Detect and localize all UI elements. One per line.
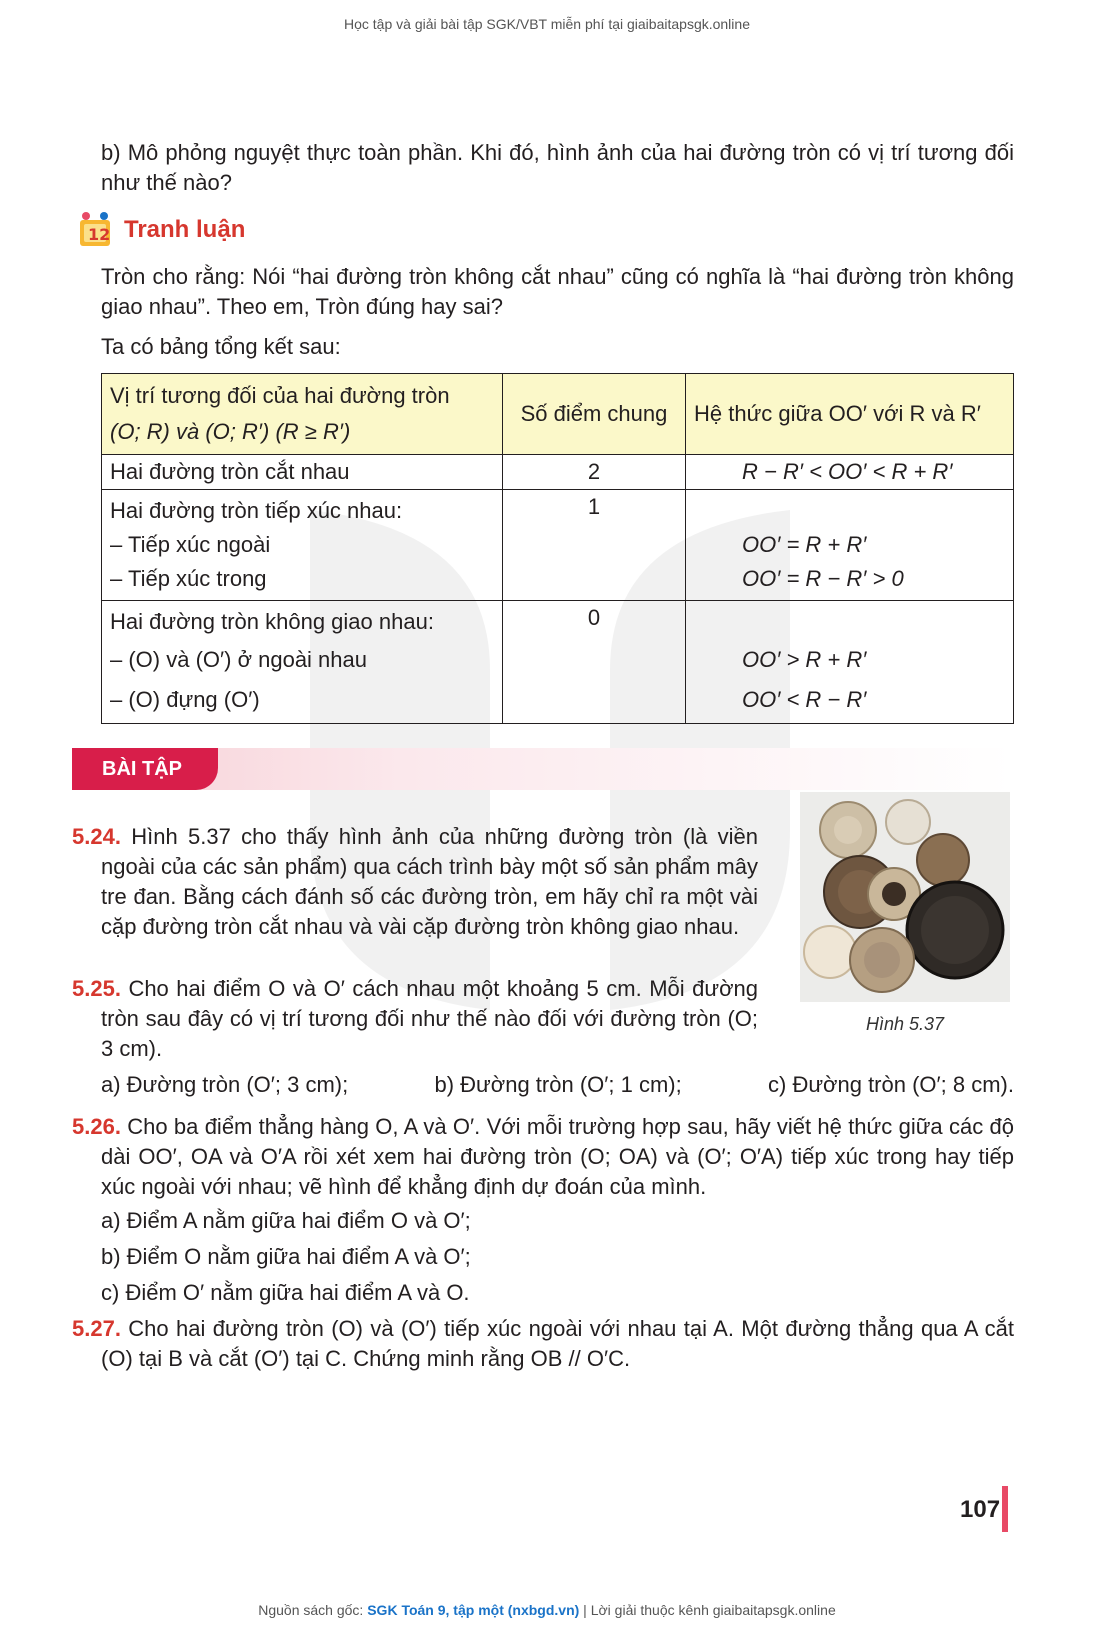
row-position: Hai đường tròn cắt nhau (102, 455, 503, 490)
row-count: 1 (503, 490, 686, 601)
exercise-5-25-options (101, 1070, 1014, 1100)
row-relation: OO′ > R + R′ OO′ < R − R′ (686, 601, 1014, 724)
exercise-number: 5.25. (72, 976, 121, 1001)
header-position: Vị trí tương đối của hai đường tròn (O; R) và (O; R′) (R ≥ R′) (102, 374, 503, 455)
option-b: b) Đường tròn (O′; 1 cm); (434, 1072, 682, 1097)
intro-part-b: b) Mô phỏng nguyệt thực toàn phần. Khi đó, hình ảnh của hai đường tròn có vị trí tương đối như thế nào? (101, 140, 1014, 195)
exercise-5-26-b: b) Điểm O nằm giữa hai điểm A và O′; (101, 1244, 471, 1269)
exercise-number: 5.26. (72, 1114, 121, 1139)
exercise-number: 5.27. (72, 1316, 121, 1341)
exercise-5-25: 5.25. Cho hai điểm O và O′ cách nhau một khoảng 5 cm. Mỗi đường tròn sau đây có vị trí tương đối như thế nào đối với đường tròn (O; 3 cm). (72, 976, 758, 1061)
row-count: 0 (503, 601, 686, 724)
header-relation: Hệ thức giữa OO′ với R và R′ (686, 374, 1014, 455)
exercise-number: 5.24. (72, 824, 121, 849)
debate-title: Tranh luận (124, 216, 246, 243)
summary-intro: Ta có bảng tổng kết sau: (101, 334, 341, 359)
debate-text: Tròn cho rằng: Nói “hai đường tròn không cắt nhau” cũng có nghĩa là “hai đường tròn không giao nhau”. Theo em, Tròn đúng hay sai? (101, 264, 1014, 319)
woven-baskets-image (800, 792, 1010, 1002)
header-note: Học tập và giải bài tập SGK/VBT miễn phí tại giaibaitapsgk.online (344, 16, 750, 32)
footer-note: Nguồn sách gốc: SGK Toán 9, tập một (nxbgd.vn) | Lời giải thuộc kênh giaibaitapsgk.online (258, 1602, 836, 1618)
figure-caption: Hình 5.37 (865, 1014, 945, 1034)
source-link[interactable]: SGK Toán 9, tập một (nxbgd.vn) (367, 1602, 580, 1618)
exercise-5-27: 5.27. Cho hai đường tròn (O) và (O′) tiếp xúc ngoài với nhau tại A. Một đường thẳng qua A cắt (O) tại B và cắt (O′) tại C. Chứng minh rằng OB // O′C. (72, 1316, 1014, 1371)
option-a: a) Đường tròn (O′; 3 cm); (101, 1072, 349, 1097)
table-row (102, 601, 1014, 724)
exercise-5-26-c: c) Điểm O′ nằm giữa hai điểm A và O. (101, 1280, 470, 1305)
exercises-banner: BÀI TẬP (72, 748, 218, 790)
table-row (102, 455, 1014, 490)
option-c: c) Đường tròn (O′; 8 cm). (768, 1072, 1014, 1097)
exercise-5-24: 5.24. Hình 5.37 cho thấy hình ảnh của những đường tròn (là viền ngoài của các sản phẩm) qua cách trình bày một số sản phẩm mây tre đan. Bằng cách đánh số các đường tròn, em hãy chỉ ra một vài cặp đường tròn cắt nhau và vài cặp đường tròn không giao nhau. (72, 824, 758, 939)
page-number-bar (1002, 1486, 1008, 1532)
basket-photo (800, 792, 1010, 1002)
page-number: 107 (960, 1496, 1001, 1523)
exercise-5-26-a: a) Điểm A nằm giữa hai điểm O và O′; (101, 1208, 471, 1233)
row-count: 2 (503, 455, 686, 490)
row-relation: OO′ = R + R′ OO′ = R − R′ > 0 (686, 490, 1014, 601)
summary-table (101, 373, 1014, 724)
row-relation: R − R′ < OO′ < R + R′ (686, 455, 1014, 490)
header-count: Số điểm chung (503, 374, 686, 455)
row-position: Hai đường tròn không giao nhau: – (O) và (O′) ở ngoài nhau – (O) đựng (O′) (102, 601, 503, 724)
table-row (102, 490, 1014, 601)
exercise-5-26: 5.26. Cho ba điểm thẳng hàng O, A và O′. Với mỗi trường hợp sau, hãy viết hệ thức giữa các độ dài OO′, OA và O′A rồi xét xem hai đường tròn (O; OA) và (O′; O′A) tiếp xúc trong hay tiếp xúc ngoài với nhau; vẽ hình để khẳng định dự đoán của mình. (72, 1114, 1014, 1199)
debate-icon (76, 210, 114, 250)
table-header-row (102, 374, 1014, 455)
row-position: Hai đường tròn tiếp xúc nhau: – Tiếp xúc ngoài – Tiếp xúc trong (102, 490, 503, 601)
svg-text:12: 12 (88, 225, 111, 244)
